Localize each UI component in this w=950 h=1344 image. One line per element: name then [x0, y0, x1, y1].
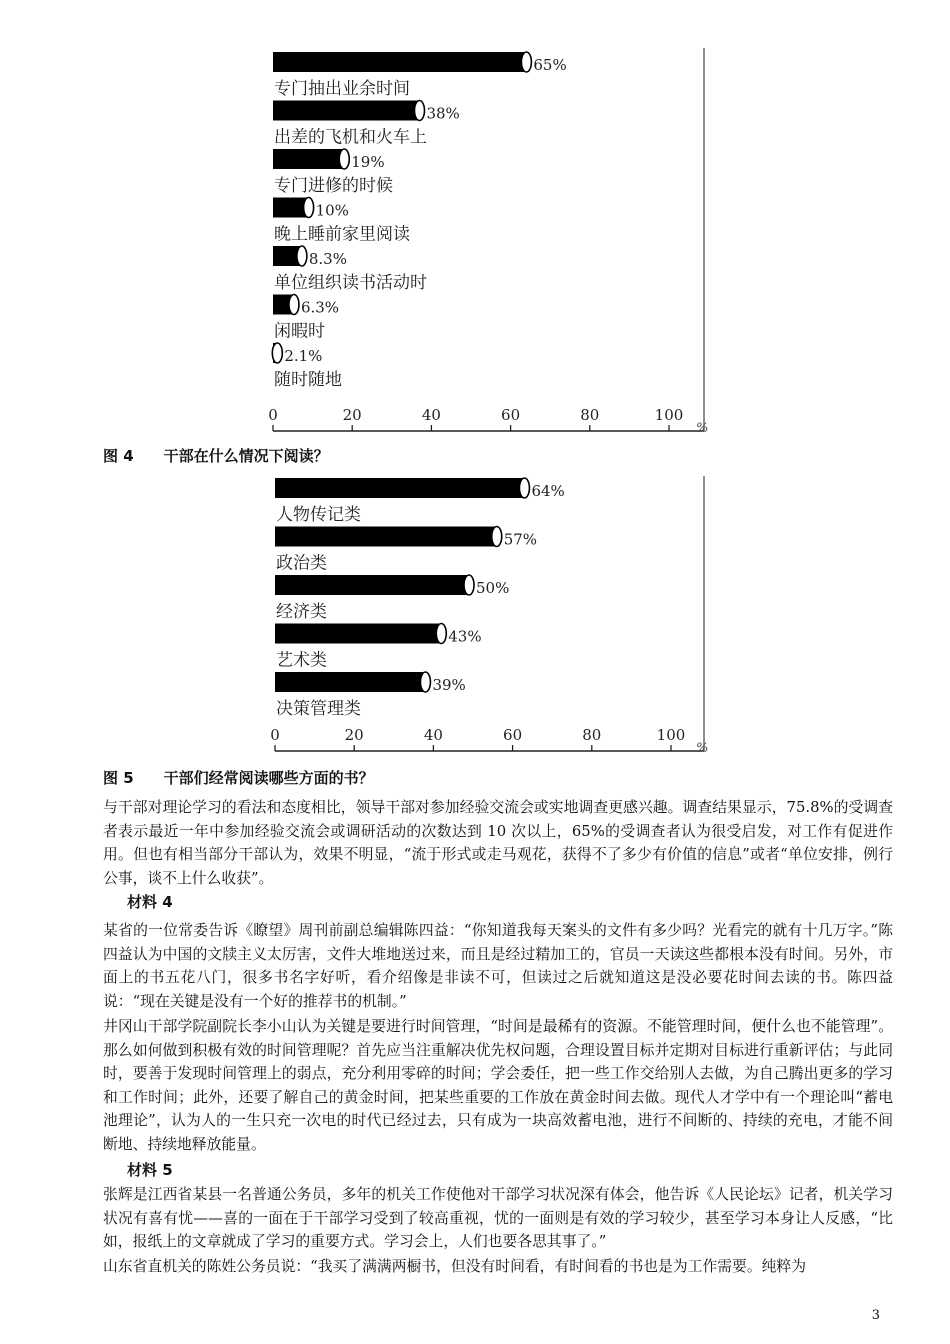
x-tick-label-1: 20 — [344, 726, 364, 744]
value-label-3: 43% — [448, 627, 482, 646]
category-label-1: 出差的飞机和火车上 — [274, 127, 427, 148]
bar-4 — [275, 672, 425, 692]
bar-1 — [275, 527, 497, 547]
value-label-4: 39% — [432, 676, 466, 694]
bar-end-cap-0 — [519, 478, 529, 498]
value-label-2: 19% — [351, 153, 385, 171]
x-tick-label-4: 80 — [582, 726, 602, 744]
figure5-caption: 图 5 干部们经常阅读哪些方面的书？ — [103, 769, 374, 787]
category-label-4: 决策管理类 — [276, 699, 361, 719]
category-label-1: 政治类 — [276, 553, 327, 574]
heading-material-5: 材料 5 — [127, 1161, 173, 1179]
x-tick-label-1: 20 — [342, 406, 362, 424]
page-number: 3 — [871, 1308, 880, 1323]
bar-0 — [275, 478, 524, 498]
x-tick-label-2: 40 — [423, 726, 443, 744]
bar-end-cap-3 — [436, 624, 446, 644]
bar-3 — [275, 624, 441, 644]
category-label-3: 晚上睡前家里阅读 — [274, 224, 410, 245]
x-tick-label-5: 100 — [654, 406, 684, 424]
figure4-caption: 图 4 干部在什么情况下阅读？ — [103, 447, 329, 465]
value-label-2: 50% — [476, 579, 510, 597]
x-tick-label-2: 40 — [421, 406, 441, 424]
bar-end-cap-1 — [492, 527, 502, 547]
category-label-6: 随时随地 — [274, 370, 342, 390]
paragraph-4: 张辉是江西省某县一名普通公务员，多年的机关工作使他对干部学习状况深有体会，他告诉《人民论坛》记者，机关学习状况有喜有忧——喜的一面在于干部学习受到了较高重视，忧的一面则是有效的学习较少，甚至学习本身让人反感，“比如，报纸上的文章就成了学习的重要方式。学习会上，人们也要各思其事了。” — [103, 1186, 893, 1251]
value-label-0: 65% — [533, 56, 567, 74]
category-label-0: 专门抽出业余时间 — [274, 79, 410, 99]
paragraph-5: 山东省直机关的陈姓公务员说：“我买了满满两橱书，但没有时间看，有时间看的书也是为工作需要。纯粹为 — [103, 1258, 807, 1275]
x-tick-label-3: 60 — [501, 406, 521, 424]
value-label-1: 57% — [503, 530, 538, 549]
paragraph-1: 与干部对理论学习的看法和态度相比，领导干部对参加经验交流会或实地调查更感兴趣。调查结果显示，75.8%的受调查者表示最近一年中参加经验交流会或调研活动的次数达到 10 次以上，65%的受调查者认为很受启发，对工作有促进作用。但也有相当部分干部认为，效果不明显，“流于形式或走马观花，获得不了多少有价值的信息”或者“单位安排，例行公事，谈不上什么收获”。 — [103, 799, 893, 887]
category-label-2: 专门进修的时候 — [274, 176, 393, 196]
x-tick-label-5: 100 — [656, 726, 686, 744]
x-unit-label: % — [696, 741, 709, 756]
bar-2 — [275, 575, 469, 595]
value-label-4: 8.3% — [308, 250, 347, 268]
bar-end-cap-4 — [420, 672, 430, 692]
x-tick-label-0: 0 — [268, 406, 278, 424]
value-label-5: 6.3% — [300, 298, 340, 317]
value-label-0: 64% — [531, 482, 565, 500]
bar-end-cap-2 — [464, 575, 474, 595]
category-label-4: 单位组织读书活动时 — [274, 273, 427, 293]
value-label-1: 38% — [426, 104, 460, 123]
x-tick-label-0: 0 — [270, 726, 280, 744]
x-tick-label-3: 60 — [503, 726, 523, 744]
x-tick-label-4: 80 — [580, 406, 600, 424]
category-label-3: 艺术类 — [276, 650, 327, 671]
paragraph-2: 某省的一位常委告诉《瞭望》周刊前副总编辑陈四益：“你知道我每天案头的文件有多少吗？光看完的就有十几万字。”陈四益认为中国的文牍主义太厉害，文件大堆地送过来，而且是经过精加工的，官员一天读这些都根本没有时间。另外，市面上的书五花八门，很多书名字好听，看介绍像是非读不可，但读过之后就知道这是没必要花时间去读的书。陈四益说：“现在关键是没有一个好的推荐书的机制。” — [103, 922, 893, 1010]
value-label-6: 2.1% — [284, 347, 323, 365]
heading-material-4: 材料 4 — [127, 893, 173, 911]
value-label-3: 10% — [315, 201, 349, 220]
category-label-5: 闲暇时 — [274, 321, 325, 342]
category-label-0: 人物传记类 — [276, 505, 361, 525]
paragraph-3: 井冈山干部学院副院长李小山认为关键是要进行时间管理，“时间是最稀有的资源。不能管理时间，便什么也不能管理”。那么如何做到积极有效的时间管理呢？首先应当注重解决优先权问题，合理设置目标并定期对目标进行重新评估；与此同时，要善于发现时间管理上的弱点，充分利用零碎的时间；学会委任，把一些工作交给别人去做，为自己腾出更多的学习和工作时间；此外，还要了解自己的黄金时间，把某些重要的工作放在黄金时间去做。现代人才学中有一个理论叫“蓄电池理论”，认为人的一生只充一次电的时代已经过去，只有成为一块高效蓄电池，进行不间断的、持续的充电，才能不间断地、持续地释放能量。 — [103, 1018, 893, 1153]
x-unit-label: % — [696, 421, 709, 436]
category-label-2: 经济类 — [276, 602, 327, 622]
